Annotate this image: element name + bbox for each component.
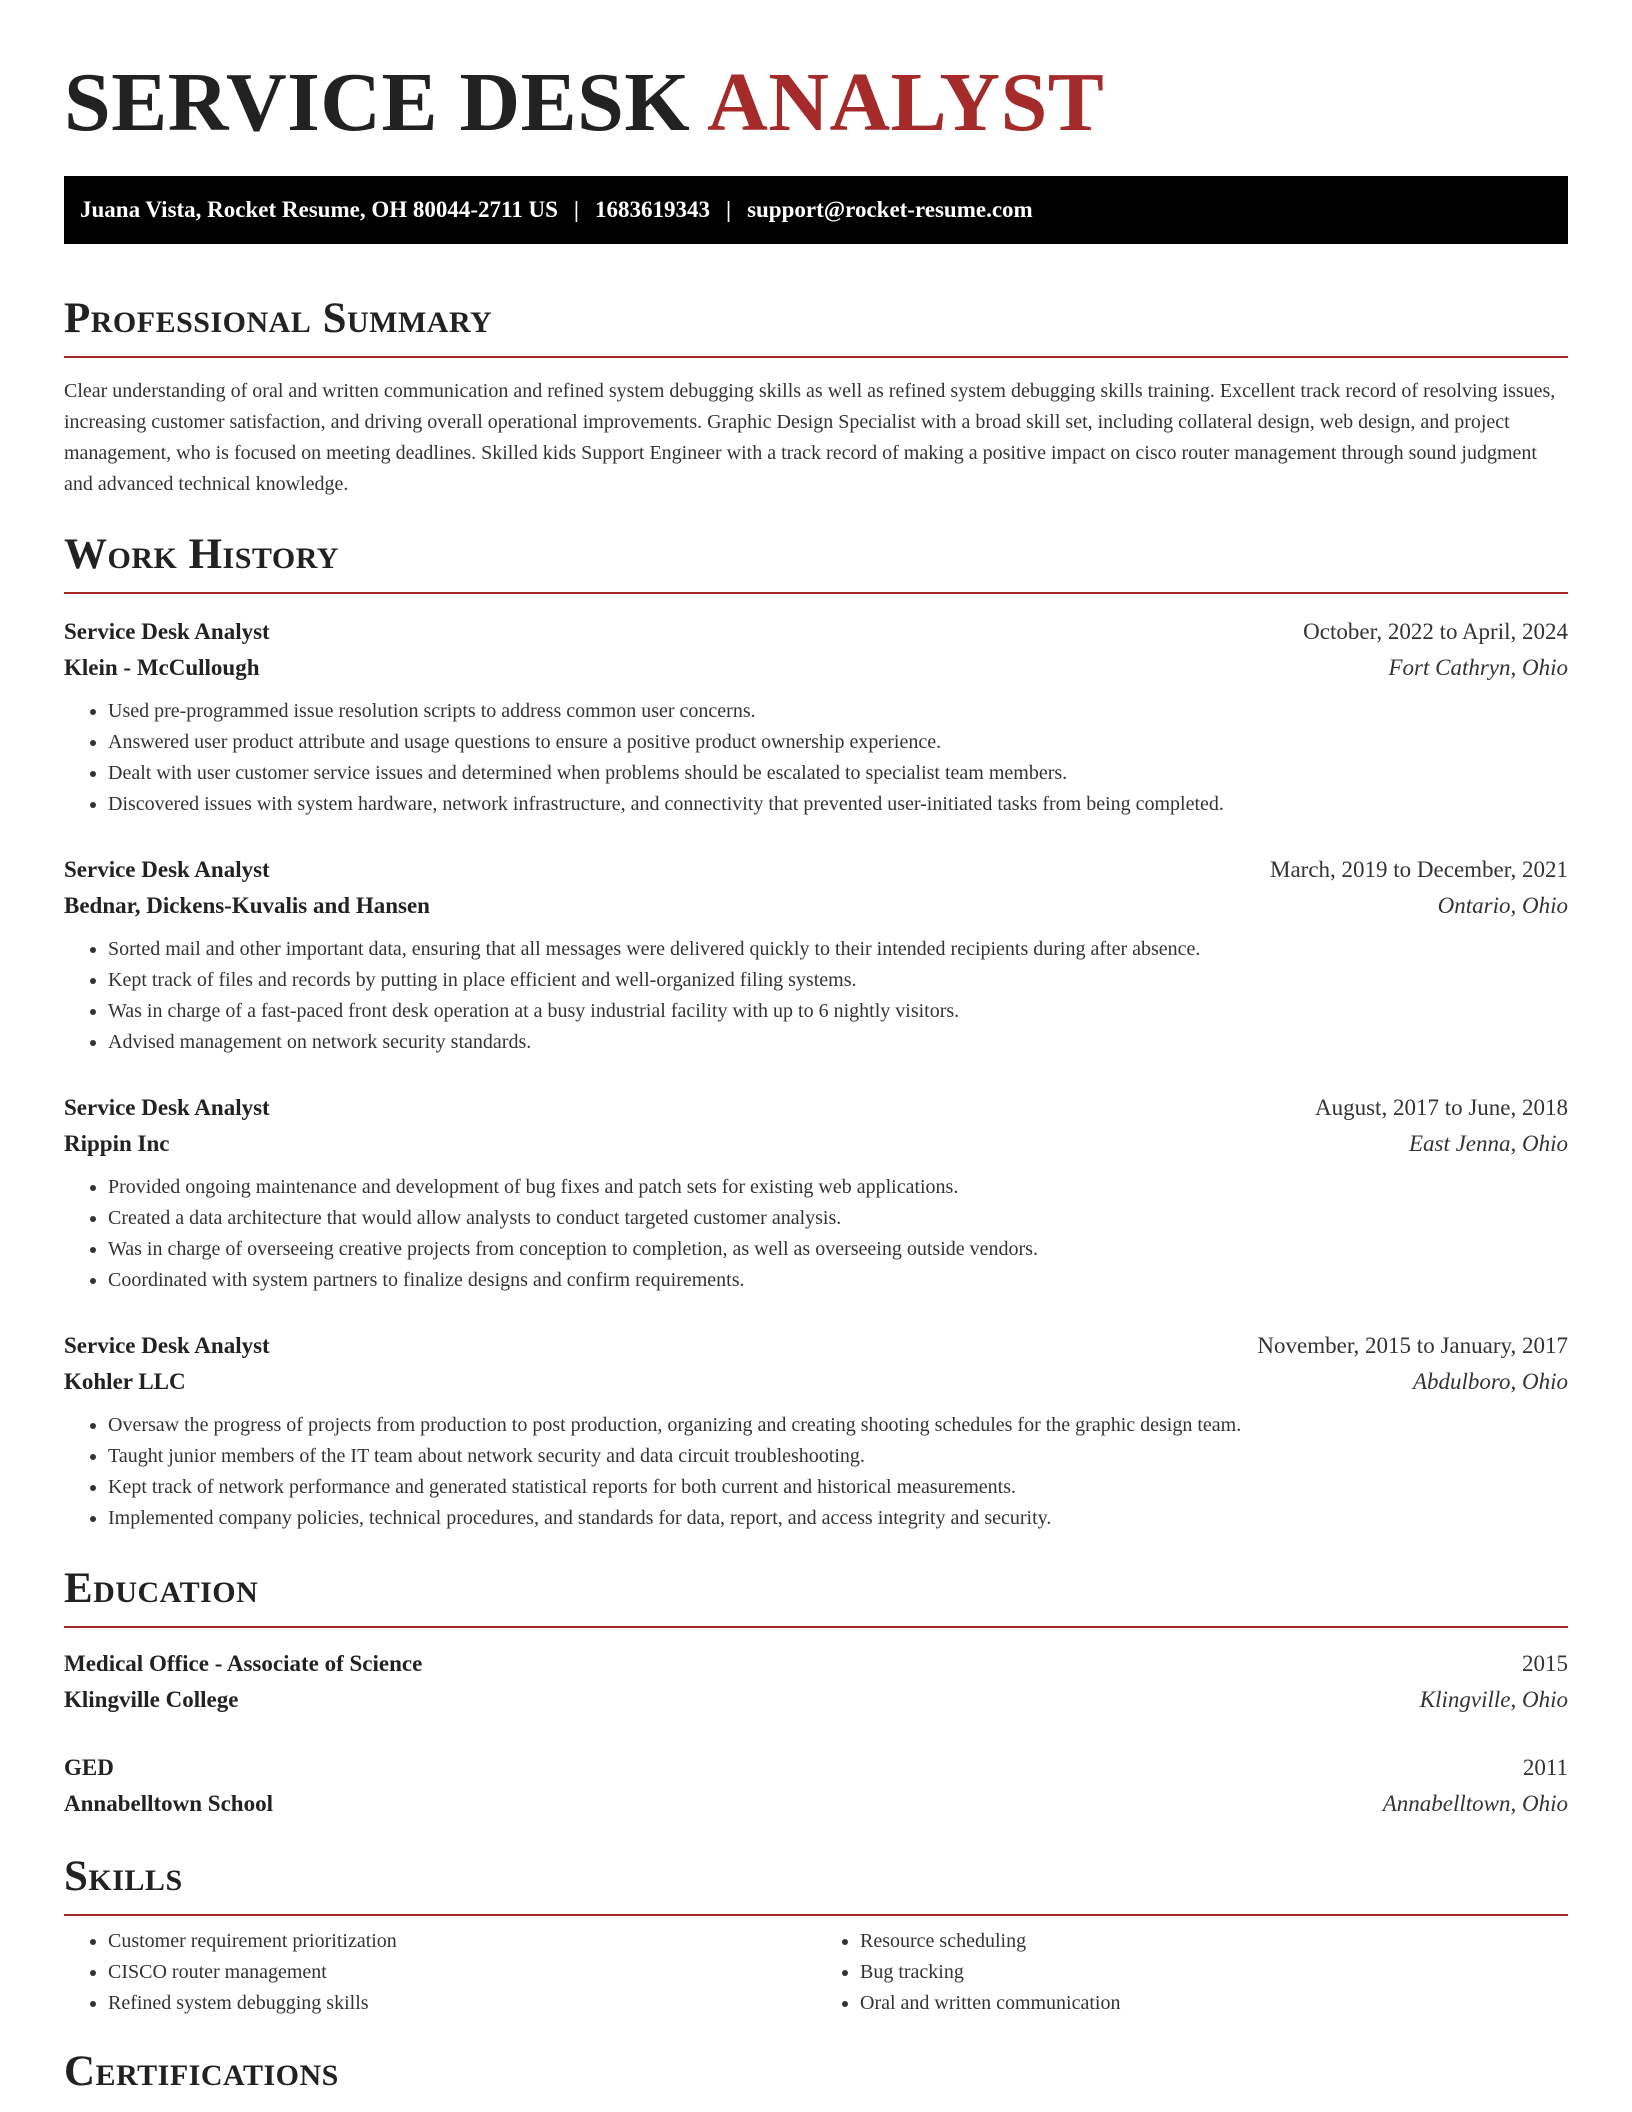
job-bullet: • Kept track of files and records by putting in place efficient and well-organized filing systems.	[108, 965, 1568, 996]
job-entry	[64, 1328, 1568, 1534]
skills-section	[64, 1852, 1568, 2019]
job-dates: November, 2015 to January, 2017	[1257, 1333, 1568, 1358]
job-bullet: • Advised management on network security standards.	[108, 1027, 1568, 1058]
job-location: Abdulboro, Ohio	[1412, 1369, 1568, 1394]
education-degree: GED	[64, 1755, 114, 1780]
job-dates: October, 2022 to April, 2024	[1303, 619, 1568, 644]
job-bullets	[64, 1410, 1568, 1534]
job-company: Bednar, Dickens-Kuvalis and Hansen	[64, 893, 430, 918]
education-location: Annabelltown, Ohio	[1382, 1791, 1568, 1816]
job-bullet: • Taught junior members of the IT team about network security and data circuit troubleshooting.	[108, 1441, 1568, 1472]
job-bullet: • Dealt with user customer service issues and determined when problems should be escalated to specialist team members.	[108, 758, 1568, 789]
contact-separator: |	[725, 197, 732, 222]
skill-item: • Bug tracking	[860, 1957, 1568, 1988]
work-history-heading: Work History	[64, 531, 339, 578]
job-company: Rippin Inc	[64, 1131, 170, 1156]
job-bullet: • Oversaw the progress of projects from production to post production, organizing and creating shooting schedules for the graphic design team.	[108, 1410, 1568, 1441]
job-bullet: • Sorted mail and other important data, ensuring that all messages were delivered quickly to their intended recipients during after absence.	[108, 934, 1568, 965]
job-entry	[64, 614, 1568, 820]
certifications-section	[64, 2047, 1568, 2097]
skills-column-right	[816, 1926, 1568, 2019]
education-school: Klingville College	[64, 1687, 239, 1712]
job-bullet: • Answered user product attribute and usage questions to ensure a positive product ownership experience.	[108, 727, 1568, 758]
education-entry	[64, 1750, 1568, 1822]
title-main: SERVICE DESK	[64, 56, 691, 149]
skills-grid	[64, 1926, 1568, 2019]
job-company: Klein - McCullough	[64, 655, 260, 680]
job-bullet: • Kept track of network performance and generated statistical reports for both current and historical measurements.	[108, 1472, 1568, 1503]
section-divider	[64, 1914, 1568, 1916]
job-bullet: • Provided ongoing maintenance and development of bug fixes and patch sets for existing web applications.	[108, 1172, 1568, 1203]
skill-item: • CISCO router management	[108, 1957, 816, 1988]
job-bullet: • Was in charge of overseeing creative projects from conception to completion, as well as overseeing outside vendors.	[108, 1234, 1568, 1265]
job-entry	[64, 852, 1568, 1058]
summary-text: Clear understanding of oral and written communication and refined system debugging skills as well as refined system debugging skills training. Excellent track record of resolving issues, increasing customer satisfaction, and driving overall operational improvements. Graphic Design Specialist with a broad skill set, including collateral design, web design, and project management, who is focused on meeting deadlines. Skilled kids Support Engineer with a track record of making a positive impact on cisco router management through sound judgment and advanced technical knowledge.	[64, 380, 1556, 495]
certifications-heading: Certifications	[64, 2048, 339, 2095]
job-location: East Jenna, Ohio	[1408, 1131, 1568, 1156]
contact-phone: 1683619343	[594, 197, 710, 222]
job-location: Ontario, Ohio	[1437, 893, 1568, 918]
summary-heading: Professional Summary	[64, 295, 493, 342]
education-school: Annabelltown School	[64, 1791, 273, 1816]
contact-address: Juana Vista, Rocket Resume, OH 80044-2711 US	[80, 197, 558, 222]
job-bullet: • Created a data architecture that would allow analysts to conduct targeted customer analysis.	[108, 1203, 1568, 1234]
title-accent: ANALYST	[707, 56, 1105, 149]
education-heading: Education	[64, 1565, 259, 1612]
job-title: Service Desk Analyst	[64, 1095, 270, 1120]
education-location: Klingville, Ohio	[1419, 1687, 1568, 1712]
skill-item: • Resource scheduling	[860, 1926, 1568, 1957]
contact-bar	[64, 176, 1568, 244]
job-entry	[64, 1090, 1568, 1296]
contact-separator: |	[573, 197, 579, 222]
job-bullet: • Discovered issues with system hardware, network infrastructure, and connectivity that prevented user-initiated tasks from being completed.	[108, 789, 1568, 820]
section-divider	[64, 356, 1568, 358]
contact-email: support@rocket-resume.com	[747, 197, 1033, 222]
job-title: Service Desk Analyst	[64, 619, 270, 644]
work-history-section	[64, 530, 1568, 1534]
skills-column-left	[64, 1926, 816, 2019]
job-bullet: • Implemented company policies, technical procedures, and standards for data, report, and access integrity and security.	[108, 1503, 1568, 1534]
job-bullet: • Coordinated with system partners to finalize designs and confirm requirements.	[108, 1265, 1568, 1296]
job-company: Kohler LLC	[64, 1369, 186, 1394]
job-title: Service Desk Analyst	[64, 857, 270, 882]
job-bullets	[64, 696, 1568, 820]
section-divider	[64, 592, 1568, 594]
job-bullets	[64, 1172, 1568, 1296]
job-bullet: • Used pre-programmed issue resolution scripts to address common user concerns.	[108, 696, 1568, 727]
job-bullets	[64, 934, 1568, 1058]
job-title: Service Desk Analyst	[64, 1333, 270, 1358]
resume-title	[64, 0, 1568, 150]
education-entry	[64, 1646, 1568, 1718]
section-divider	[64, 1626, 1568, 1628]
education-section	[64, 1564, 1568, 1822]
education-year: 2015	[1522, 1651, 1568, 1676]
education-year: 2011	[1522, 1755, 1568, 1780]
job-dates: August, 2017 to June, 2018	[1315, 1095, 1568, 1120]
skill-item: • Customer requirement prioritization	[108, 1926, 816, 1957]
summary-section	[64, 294, 1568, 500]
education-degree: Medical Office - Associate of Science	[64, 1651, 423, 1676]
job-bullet: • Was in charge of a fast-paced front desk operation at a busy industrial facility with up to 6 nightly visitors.	[108, 996, 1568, 1027]
job-dates: March, 2019 to December, 2021	[1270, 857, 1568, 882]
job-location: Fort Cathryn, Ohio	[1388, 655, 1568, 680]
skills-heading: Skills	[64, 1853, 183, 1900]
skill-item: • Refined system debugging skills	[108, 1988, 816, 2019]
skill-item: • Oral and written communication	[860, 1988, 1568, 2019]
